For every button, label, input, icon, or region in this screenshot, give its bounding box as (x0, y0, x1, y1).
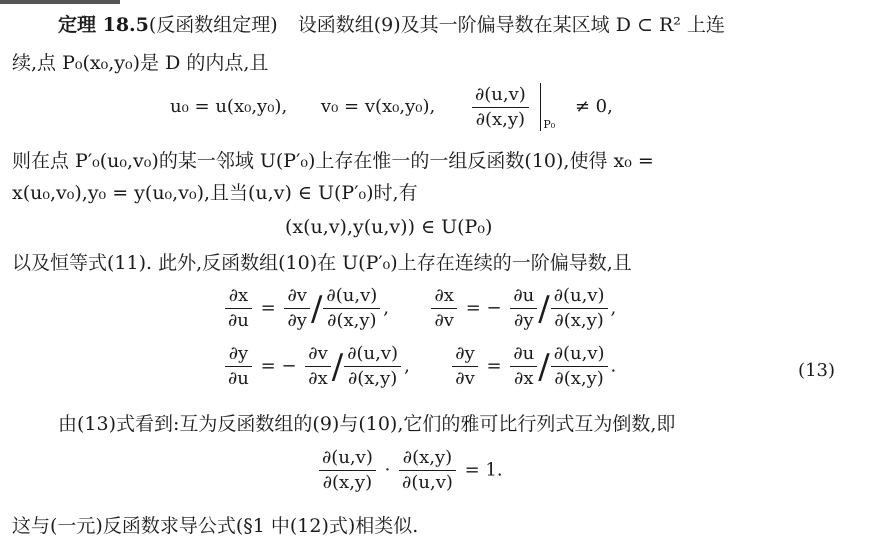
theorem-line-1 (58, 12, 725, 38)
eq13-r1a-lhs-num: ∂x (225, 286, 252, 309)
eq13-r1a-b-den: ∂(x,y) (327, 310, 377, 331)
recip-b-num: ∂(x,y) (399, 448, 456, 471)
eq13-r2a-end: , (404, 355, 410, 377)
eq13-r2b-b-num: ∂(u,v) (551, 344, 608, 367)
eq13-r1b-b-den: ∂(x,y) (554, 310, 604, 331)
eq13-r1b-lhs-num: ∂x (431, 286, 456, 309)
neq-zero: ≠ 0, (574, 96, 613, 117)
para3-line: 由(13)式看到:互为反函数组的(9)与(10),它们的雅可比行列式互为倒数,即 (58, 413, 676, 435)
equation-number: (13) (798, 360, 835, 381)
jacobian-fraction (472, 85, 529, 130)
eq13-r1a-a-num: ∂v (284, 286, 309, 309)
recip-rhs: = 1. (464, 459, 503, 481)
eq13-r1a-b-num: ∂(u,v) (323, 286, 380, 309)
eq-u0: u₀ = u(x₀,y₀), (170, 96, 288, 117)
eq13-r1b-lhs-den: ∂v (434, 310, 454, 331)
eq13-r2a-a-num: ∂v (305, 344, 330, 367)
eq13-r2b-a-den: ∂x (514, 368, 534, 389)
eq13-r2a-lhs-num: ∂y (225, 344, 252, 367)
equation-initial-values (170, 83, 613, 131)
theorem-name: (反函数组定理) (148, 14, 278, 36)
recip-a-den: ∂(x,y) (322, 472, 373, 493)
eq13-r2a-op: = − (260, 355, 297, 377)
theorem-statement-1: 设函数组(9)及其一阶偏导数在某区域 D ⊂ R² 上连 (297, 14, 725, 36)
evaluation-point: P₀ (543, 118, 556, 131)
theorem-title: 定理 18.5 (58, 14, 149, 36)
para2-line-2: x(u₀,v₀),y₀ = y(u₀,v₀),且当(u,v) ∈ U(P′₀)时,有 (12, 182, 418, 204)
eq13-r2a-a-den: ∂x (308, 368, 328, 389)
dot-operator: · (384, 459, 391, 481)
slash: / (538, 288, 550, 329)
recip-b-den: ∂(u,v) (402, 472, 453, 493)
para4-line: 这与(一元)反函数求导公式(§1 中(12)式)相类似. (12, 515, 419, 537)
inclusion-equation: (x(u,v),y(u,v)) ∈ U(P₀) (285, 216, 493, 238)
eq13-r1a-a-den: ∂y (287, 310, 307, 331)
eq13-r2b-lhs-num: ∂y (452, 344, 477, 367)
eq13-r2a-b-num: ∂(u,v) (344, 344, 401, 367)
eq13-r2a-lhs-den: ∂u (228, 368, 249, 389)
eq13-r1b-op: = − (465, 297, 502, 319)
eq13-row-2 (222, 344, 616, 389)
eq13-r1a-lhs-den: ∂u (228, 310, 249, 331)
slash: / (331, 346, 344, 387)
para2-line-1: 则在点 P′₀(u₀,v₀)的某一邻域 U(P′₀)上存在惟一的一组反函数(10),使得 x₀ = (12, 150, 654, 172)
eq13-r2b-op: = (486, 355, 502, 377)
slash: / (310, 288, 323, 329)
equation-reciprocal (316, 448, 503, 493)
jacobian-numerator: ∂(u,v) (472, 85, 529, 108)
eq-v0: v₀ = v(x₀,y₀), (320, 96, 436, 117)
slash: / (538, 346, 550, 387)
eq13-r1b-a-den: ∂y (514, 310, 534, 331)
eq13-r1b-end: , (610, 297, 617, 319)
eq13-r2b-a-num: ∂u (510, 344, 537, 367)
eq13-r1a-end: , (383, 297, 389, 319)
eq13-r2a-b-den: ∂(x,y) (347, 368, 398, 389)
evaluation-bar (540, 83, 542, 131)
eq13-r1a-op: = (260, 297, 276, 319)
jacobian-denominator: ∂(x,y) (475, 108, 526, 130)
eq13-r2b-b-den: ∂(x,y) (554, 368, 604, 389)
para2-line-3: 以及恒等式(11). 此外,反函数组(10)在 U(P′₀)上存在连续的一阶偏导数,且 (12, 252, 632, 274)
header-rule (0, 0, 120, 4)
theorem-line-2: 续,点 P₀(x₀,y₀)是 D 的内点,且 (12, 52, 269, 74)
eq13-r2b-lhs-den: ∂v (455, 368, 475, 389)
eq13-row-1 (222, 286, 616, 331)
eq13-r1b-a-num: ∂u (510, 286, 537, 309)
eq13-r2b-end: . (610, 355, 617, 377)
eq13-r1b-b-num: ∂(u,v) (551, 286, 608, 309)
recip-a-num: ∂(u,v) (319, 448, 376, 471)
